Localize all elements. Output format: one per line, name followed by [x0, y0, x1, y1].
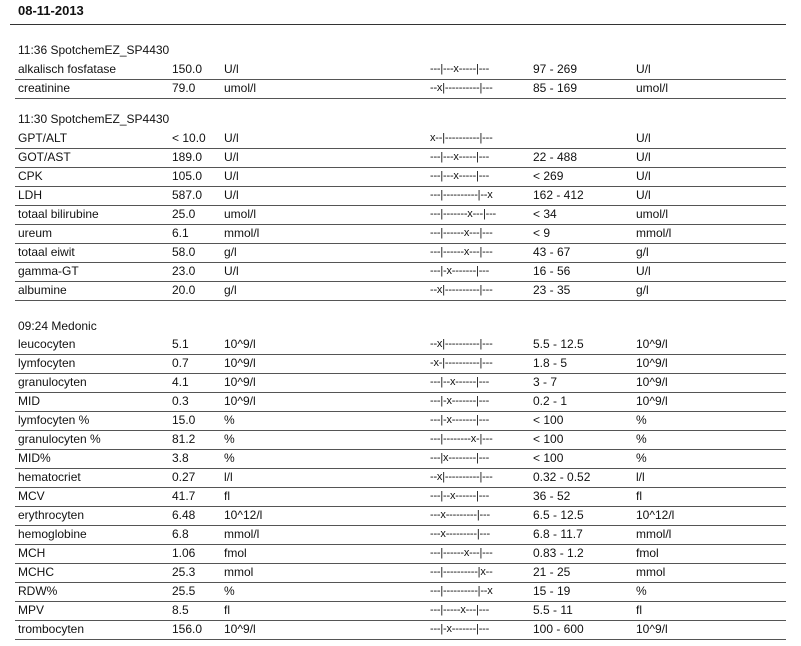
table-row: [0, 393, 801, 412]
range-indicator: ---|----------|--x: [430, 189, 493, 201]
reference-range: < 269: [533, 169, 564, 183]
row-divider: [15, 98, 786, 99]
range-indicator: -x-|----------|---: [430, 357, 493, 369]
test-unit: %: [224, 584, 235, 598]
reference-unit: U/l: [636, 131, 651, 145]
reference-range: 85 - 169: [533, 81, 578, 95]
range-indicator: ---|x--------|---: [430, 452, 490, 464]
reference-unit: fl: [636, 489, 642, 503]
range-indicator: ---|---x-----|---: [430, 170, 490, 182]
reference-unit: 10^12/l: [636, 508, 675, 522]
test-name: creatinine: [18, 81, 71, 95]
reference-range: < 100: [533, 451, 564, 465]
table-row: [0, 431, 801, 450]
reference-unit: U/l: [636, 188, 651, 202]
test-value: 6.1: [172, 226, 189, 240]
test-value: 3.8: [172, 451, 189, 465]
row-divider: [15, 300, 786, 301]
reference-unit: fl: [636, 603, 642, 617]
test-name: hematocriet: [18, 470, 81, 484]
test-value: 23.0: [172, 264, 196, 278]
range-indicator: ---|---x-----|---: [430, 63, 490, 75]
test-unit: %: [224, 413, 235, 427]
table-row: [0, 621, 801, 640]
test-value: 1.06: [172, 546, 196, 560]
test-unit: U/l: [224, 188, 239, 202]
test-name: erythrocyten: [18, 508, 85, 522]
test-unit: U/l: [224, 62, 239, 76]
test-name: CPK: [18, 169, 43, 183]
test-unit: U/l: [224, 150, 239, 164]
test-value: 8.5: [172, 603, 189, 617]
test-unit: mmol: [224, 565, 254, 579]
table-row: [0, 130, 801, 149]
reference-range: 22 - 488: [533, 150, 578, 164]
test-unit: 10^9/l: [224, 337, 256, 351]
test-value: 20.0: [172, 283, 196, 297]
range-indicator: ---|------x---|---: [430, 227, 493, 239]
test-unit: umol/l: [224, 207, 257, 221]
test-name: totaal bilirubine: [18, 207, 99, 221]
range-indicator: ---|--x------|---: [430, 376, 490, 388]
test-unit: umol/l: [224, 81, 257, 95]
test-value: 79.0: [172, 81, 196, 95]
range-indicator: ---|------x---|---: [430, 246, 493, 258]
reference-unit: U/l: [636, 62, 651, 76]
reference-range: 5.5 - 12.5: [533, 337, 584, 351]
test-value: 0.3: [172, 394, 189, 408]
test-value: 25.0: [172, 207, 196, 221]
reference-unit: umol/l: [636, 207, 669, 221]
range-indicator: ---|--x------|---: [430, 490, 490, 502]
reference-range: < 100: [533, 413, 564, 427]
table-row: [0, 187, 801, 206]
test-name: MCV: [18, 489, 45, 503]
test-name: granulocyten %: [18, 432, 101, 446]
test-name: MCHC: [18, 565, 54, 579]
test-name: albumine: [18, 283, 67, 297]
test-value: 150.0: [172, 62, 203, 76]
test-name: gamma-GT: [18, 264, 79, 278]
test-name: MPV: [18, 603, 45, 617]
test-unit: fmol: [224, 546, 247, 560]
table-row: [0, 355, 801, 374]
reference-range: 5.5 - 11: [533, 603, 573, 617]
table-row: [0, 488, 801, 507]
reference-range: 6.8 - 11.7: [533, 527, 583, 541]
range-indicator: ---|----------|--x: [430, 585, 493, 597]
reference-range: 43 - 67: [533, 245, 571, 259]
reference-range: 15 - 19: [533, 584, 571, 598]
test-unit: U/l: [224, 131, 239, 145]
test-unit: %: [224, 451, 235, 465]
reference-unit: U/l: [636, 150, 651, 164]
table-row: [0, 602, 801, 621]
reference-range: 21 - 25: [533, 565, 571, 579]
range-indicator: x--|----------|---: [430, 132, 493, 144]
reference-range: < 100: [533, 432, 564, 446]
range-indicator: ---|-----x---|---: [430, 604, 490, 616]
range-indicator: --x|----------|---: [430, 82, 493, 94]
test-unit: 10^9/l: [224, 356, 256, 370]
test-unit: fl: [224, 489, 230, 503]
test-value: 5.1: [172, 337, 189, 351]
test-unit: 10^9/l: [224, 375, 256, 389]
test-name: MID%: [18, 451, 51, 465]
test-value: 15.0: [172, 413, 196, 427]
reference-range: 97 - 269: [533, 62, 578, 76]
test-unit: 10^12/l: [224, 508, 263, 522]
test-value: 4.1: [172, 375, 189, 389]
section-title: 09:24 Medonic: [18, 319, 97, 333]
reference-unit: g/l: [636, 283, 649, 297]
test-name: leucocyten: [18, 337, 76, 351]
test-name: trombocyten: [18, 622, 85, 636]
range-indicator: --x|----------|---: [430, 338, 493, 350]
reference-range: 0.32 - 0.52: [533, 470, 591, 484]
test-name: ureum: [18, 226, 53, 240]
table-row: [0, 583, 801, 602]
test-name: LDH: [18, 188, 43, 202]
test-unit: 10^9/l: [224, 622, 256, 636]
test-name: GOT/AST: [18, 150, 71, 164]
test-name: lymfocyten %: [18, 413, 90, 427]
table-row: [0, 244, 801, 263]
test-value: 58.0: [172, 245, 196, 259]
table-row: [0, 206, 801, 225]
table-row: [0, 263, 801, 282]
range-indicator: ---|-x-------|---: [430, 414, 490, 426]
test-unit: mmol/l: [224, 527, 260, 541]
reference-unit: %: [636, 584, 647, 598]
table-row: [0, 336, 801, 355]
table-row: [0, 564, 801, 583]
reference-unit: 10^9/l: [636, 337, 668, 351]
table-row: [0, 149, 801, 168]
test-value: 189.0: [172, 150, 203, 164]
test-name: MCH: [18, 546, 46, 560]
reference-range: 0.83 - 1.2: [533, 546, 584, 560]
test-value: 81.2: [172, 432, 196, 446]
reference-unit: fmol: [636, 546, 659, 560]
table-row: [0, 168, 801, 187]
test-name: alkalisch fosfatase: [18, 62, 117, 76]
reference-unit: l/l: [636, 470, 645, 484]
reference-range: < 34: [533, 207, 557, 221]
reference-range: 23 - 35: [533, 283, 571, 297]
test-unit: fl: [224, 603, 230, 617]
test-value: 0.27: [172, 470, 196, 484]
reference-range: 0.2 - 1: [533, 394, 568, 408]
reference-range: 162 - 412: [533, 188, 584, 202]
range-indicator: ---|-x-------|---: [430, 623, 490, 635]
test-unit: U/l: [224, 264, 239, 278]
table-row: [0, 450, 801, 469]
table-row: [0, 61, 801, 80]
reference-unit: U/l: [636, 169, 651, 183]
reference-unit: %: [636, 432, 647, 446]
table-row: [0, 374, 801, 393]
reference-unit: mmol/l: [636, 527, 672, 541]
report-date: 08-11-2013: [18, 3, 84, 18]
reference-range: 100 - 600: [533, 622, 584, 636]
range-indicator: ---|--------x-|---: [430, 433, 493, 445]
range-indicator: ---x---------|---: [430, 509, 490, 521]
test-unit: mmol/l: [224, 226, 260, 240]
row-divider: [15, 639, 786, 640]
reference-unit: 10^9/l: [636, 356, 668, 370]
test-value: 6.48: [172, 508, 196, 522]
range-indicator: --x|----------|---: [430, 471, 493, 483]
reference-unit: 10^9/l: [636, 375, 668, 389]
table-row: [0, 80, 801, 99]
range-indicator: --x|----------|---: [430, 284, 493, 296]
reference-unit: U/l: [636, 264, 651, 278]
test-value: 41.7: [172, 489, 196, 503]
test-value: 0.7: [172, 356, 189, 370]
table-row: [0, 507, 801, 526]
test-value: 25.5: [172, 584, 196, 598]
test-name: totaal eiwit: [18, 245, 75, 259]
test-value: 25.3: [172, 565, 196, 579]
test-name: GPT/ALT: [18, 131, 68, 145]
section-title: 11:30 SpotchemEZ_SP4430: [18, 112, 170, 126]
reference-range: < 9: [533, 226, 551, 240]
table-row: [0, 469, 801, 488]
test-value: 105.0: [172, 169, 203, 183]
test-value: 587.0: [172, 188, 203, 202]
table-row: [0, 225, 801, 244]
reference-unit: 10^9/l: [636, 394, 668, 408]
reference-unit: %: [636, 413, 647, 427]
test-value: 156.0: [172, 622, 203, 636]
table-row: [0, 282, 801, 301]
test-unit: 10^9/l: [224, 394, 256, 408]
table-row: [0, 412, 801, 431]
test-value: < 10.0: [172, 131, 206, 145]
test-name: lymfocyten: [18, 356, 76, 370]
test-unit: U/l: [224, 169, 239, 183]
reference-unit: g/l: [636, 245, 649, 259]
range-indicator: ---|-------x---|---: [430, 208, 497, 220]
reference-range: 3 - 7: [533, 375, 558, 389]
range-indicator: ---|------x---|---: [430, 547, 493, 559]
table-row: [0, 526, 801, 545]
reference-range: 16 - 56: [533, 264, 571, 278]
test-name: RDW%: [18, 584, 58, 598]
range-indicator: ---|----------|x--: [430, 566, 493, 578]
header-divider: [10, 24, 786, 25]
reference-unit: mmol/l: [636, 226, 672, 240]
range-indicator: ---|---x-----|---: [430, 151, 490, 163]
reference-range: 36 - 52: [533, 489, 571, 503]
reference-unit: %: [636, 451, 647, 465]
test-value: 6.8: [172, 527, 189, 541]
table-row: [0, 545, 801, 564]
range-indicator: ---x---------|---: [430, 528, 490, 540]
range-indicator: ---|-x-------|---: [430, 395, 490, 407]
reference-range: 6.5 - 12.5: [533, 508, 584, 522]
test-unit: %: [224, 432, 235, 446]
reference-unit: 10^9/l: [636, 622, 668, 636]
test-unit: g/l: [224, 283, 237, 297]
reference-unit: umol/l: [636, 81, 669, 95]
test-unit: l/l: [224, 470, 233, 484]
test-unit: g/l: [224, 245, 237, 259]
test-name: MID: [18, 394, 40, 408]
reference-unit: mmol: [636, 565, 666, 579]
section-title: 11:36 SpotchemEZ_SP4430: [18, 43, 170, 57]
reference-range: 1.8 - 5: [533, 356, 568, 370]
range-indicator: ---|-x-------|---: [430, 265, 490, 277]
test-name: hemoglobine: [18, 527, 87, 541]
test-name: granulocyten: [18, 375, 87, 389]
